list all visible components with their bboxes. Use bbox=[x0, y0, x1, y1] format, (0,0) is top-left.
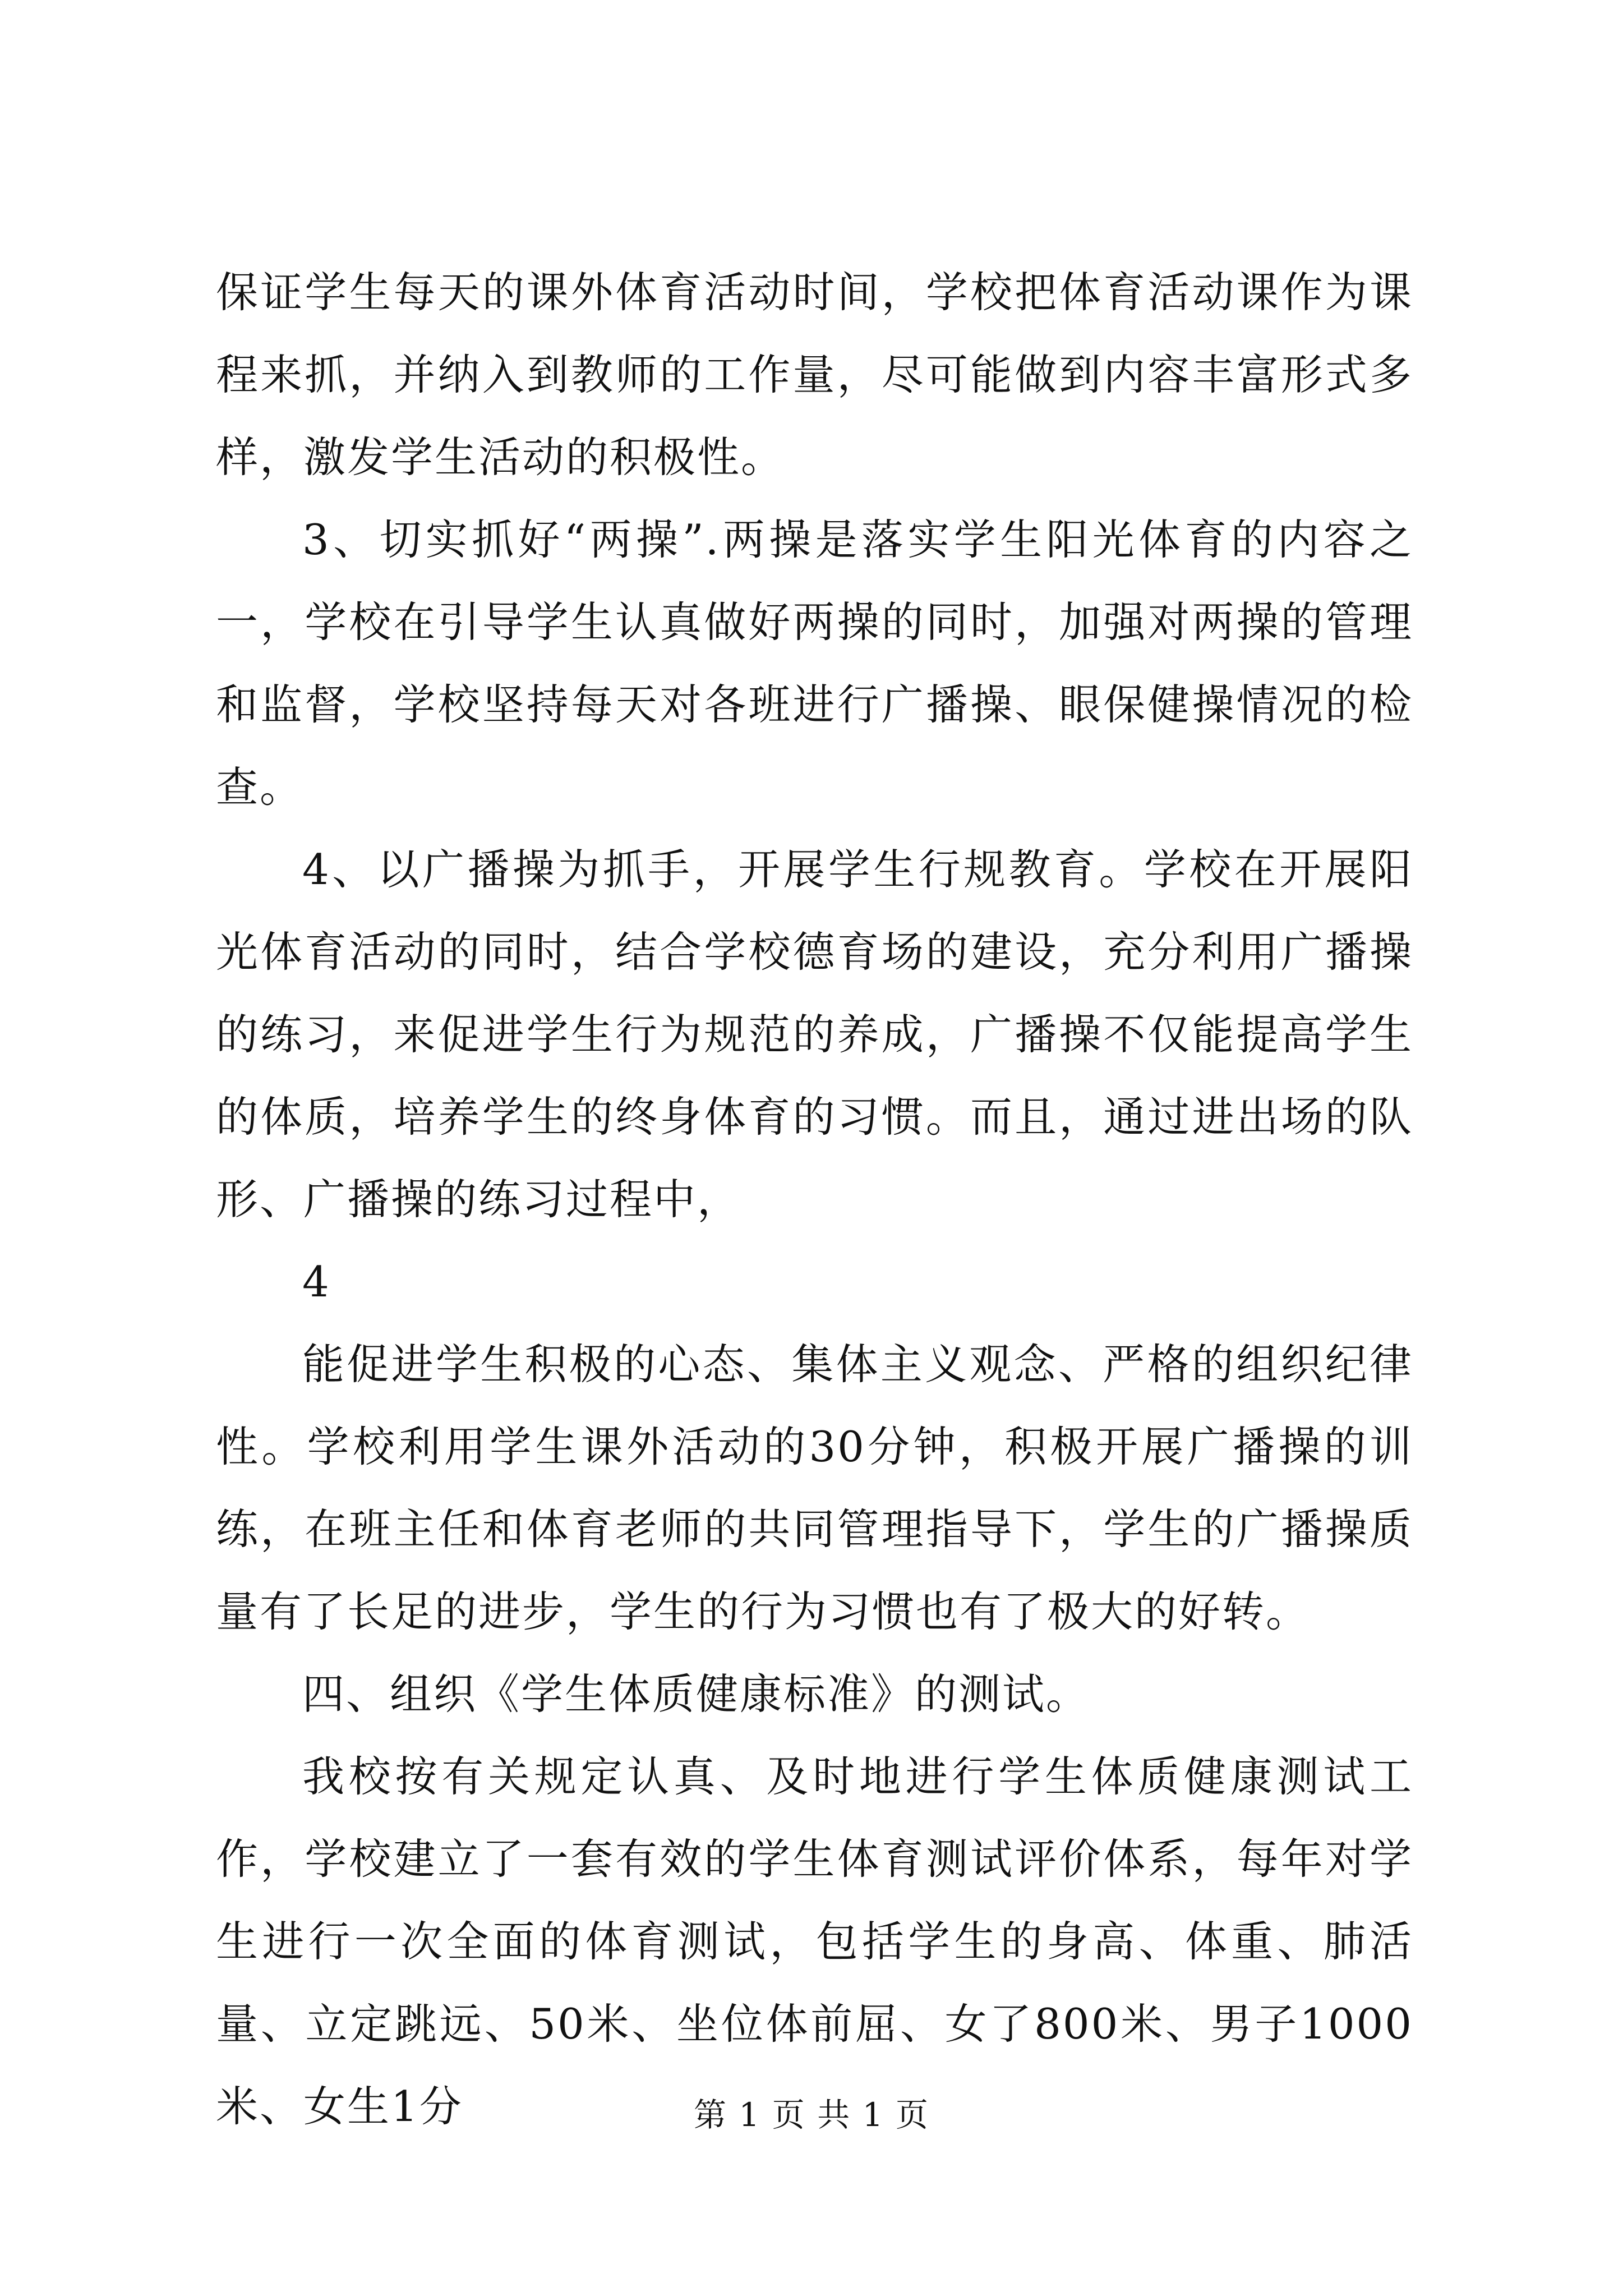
page-footer: 第 1 页 共 1 页 bbox=[694, 2096, 929, 2134]
document-body bbox=[216, 251, 1413, 2148]
section-heading: 四、组织《学生体质健康标准》的测试。 bbox=[302, 1669, 1090, 1719]
paragraph-4: 能促进学生积极的心态、集体主义观念、严格的组织纪律性。学校利用学生课外活动的30分钟，积极开展广播操的训练，在班主任和体育老师的共同管理指导下，学生的广播操质量有了长足的进步，学生的行为习惯也有了极大的好转。 bbox=[216, 1340, 1413, 1636]
paragraph-2: 3、切实抓好“两操”.两操是落实学生阳光体育的内容之一，学校在引导学生认真做好两操的同时，加强对两操的管理和监督，学校坚持每天对各班进行广播操、眼保健操情况的检查。 bbox=[216, 515, 1413, 812]
paragraph-5: 我校按有关规定认真、及时地进行学生体质健康测试工作，学校建立了一套有效的学生体育测试评价体系，每年对学生进行一次全面的体育测试，包括学生的身高、体重、肺活量、立定跳远、50米、坐位体前屈、女了800米、男子1000米、女生1分 bbox=[216, 1752, 1413, 2131]
paragraph-1: 保证学生每天的课外体育活动时间，学校把体育活动课作为课程来抓，并纳入到教师的工作量，尽可能做到内容丰富形式多样，激发学生活动的积极性。 bbox=[216, 268, 1413, 482]
page-number-marker: 4 bbox=[302, 1257, 331, 1306]
paragraph-3: 4、以广播操为抓手，开展学生行规教育。学校在开展阳光体育活动的同时，结合学校德育场的建设，充分利用广播操的练习，来促进学生行为规范的养成，广播操不仅能提高学生的体质，培养学生的终身体育的习惯。而且，通过进出场的队形、广播操的练习过程中， bbox=[216, 845, 1413, 1224]
